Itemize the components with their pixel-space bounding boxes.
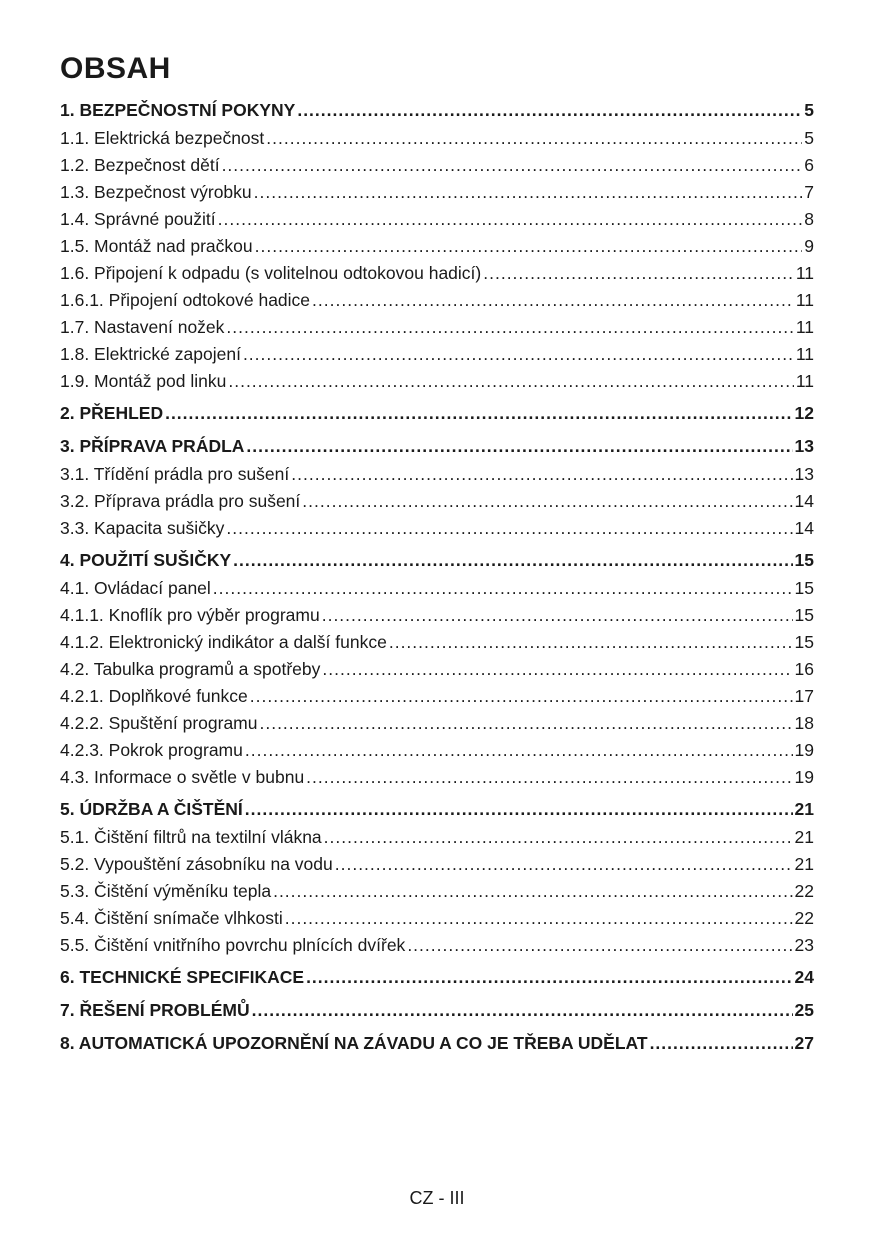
toc-dot-leader	[297, 100, 802, 121]
toc-entry-page-number: 24	[794, 967, 814, 987]
toc-entry-page-number: 19	[794, 740, 814, 760]
toc-entry-page-number: 5	[804, 128, 814, 148]
toc-entry-label: 1.2. Bezpečnost dětí	[60, 155, 220, 175]
toc-entry-page-number: 6	[804, 155, 814, 175]
toc-entry-page-number: 9	[804, 236, 814, 256]
toc-entry-page-number: 11	[795, 344, 814, 364]
toc-entry-page-number: 22	[794, 908, 814, 928]
toc-dot-leader	[322, 659, 792, 680]
toc-entry-label: 4.2. Tabulka programů a spotřeby	[60, 659, 321, 679]
toc-entry-label: 1.9. Montáž pod linku	[60, 371, 227, 391]
toc-entry-label: 4.2.3. Pokrok programu	[60, 740, 243, 760]
toc-entry-page-number: 12	[794, 403, 814, 423]
toc-entry-label: 3.3. Kapacita sušičky	[60, 518, 225, 538]
toc-entry-label: 7. ŘEŠENÍ PROBLÉMŮ	[60, 1000, 250, 1020]
toc-entry-label: 4.2.2. Spuštění programu	[60, 713, 258, 733]
toc-entry-page-number: 15	[794, 632, 814, 652]
toc-dot-leader	[245, 740, 793, 761]
toc-entry-label: 3.2. Příprava prádla pro sušení	[60, 491, 301, 511]
toc-entry-page-number: 15	[794, 550, 814, 570]
toc-entry-label: 1. BEZPEČNOSTNÍ POKYNY	[60, 100, 296, 120]
toc-entry-label: 4.3. Informace o světle v bubnu	[60, 767, 305, 787]
toc-entry-page-number: 7	[804, 182, 814, 202]
toc-entry-label: 6. TECHNICKÉ SPECIFIKACE	[60, 967, 305, 987]
toc-section-entry[interactable]	[60, 436, 814, 464]
toc-section-entry[interactable]	[60, 1033, 814, 1061]
toc-dot-leader	[335, 854, 793, 875]
toc-entry[interactable]	[60, 632, 814, 659]
table-of-contents	[60, 100, 814, 1061]
toc-entry-page-number: 21	[794, 827, 814, 847]
page-title: OBSAH	[60, 52, 171, 85]
toc-dot-leader	[483, 263, 794, 284]
toc-dot-leader	[266, 128, 802, 149]
toc-dot-leader	[228, 371, 793, 392]
toc-entry[interactable]	[60, 908, 814, 935]
toc-entry-label: 1.7. Nastavení nožek	[60, 317, 225, 337]
toc-entry-label: 5.5. Čištění vnitřního povrchu plnících dvířek	[60, 935, 406, 955]
toc-dot-leader	[306, 767, 792, 788]
toc-entry-page-number: 13	[794, 464, 814, 484]
toc-entry-label: 4. POUŽITÍ SUŠIČKY	[60, 550, 232, 570]
toc-entry-label: 8. AUTOMATICKÁ UPOZORNĚNÍ NA ZÁVADU A CO JE TŘEBA UDĚLAT	[60, 1033, 648, 1053]
toc-dot-leader	[259, 713, 792, 734]
toc-entry-page-number: 14	[794, 518, 814, 538]
toc-entry[interactable]	[60, 236, 814, 263]
toc-entry-page-number: 21	[794, 854, 814, 874]
toc-entry[interactable]	[60, 827, 814, 854]
toc-dot-leader	[407, 935, 792, 956]
toc-section-entry[interactable]	[60, 967, 814, 995]
toc-dot-leader	[218, 209, 803, 230]
page-footer: CZ - III	[409, 1188, 465, 1208]
toc-entry[interactable]	[60, 209, 814, 236]
toc-entry[interactable]	[60, 854, 814, 881]
toc-entry[interactable]	[60, 605, 814, 632]
toc-entry[interactable]	[60, 491, 814, 518]
toc-dot-leader	[246, 436, 792, 457]
toc-entry-label: 1.6. Připojení k odpadu (s volitelnou odtokovou hadicí)	[60, 263, 482, 283]
toc-dot-leader	[291, 464, 792, 485]
toc-dot-leader	[324, 827, 793, 848]
toc-entry-page-number: 13	[794, 436, 814, 456]
toc-entry-label: 3.1. Třídění prádla pro sušení	[60, 464, 290, 484]
toc-entry-page-number: 11	[795, 290, 814, 310]
toc-entry[interactable]	[60, 344, 814, 371]
toc-entry[interactable]	[60, 464, 814, 491]
toc-entry-page-number: 15	[794, 605, 814, 625]
toc-entry-label: 4.1. Ovládací panel	[60, 578, 211, 598]
toc-entry-page-number: 21	[794, 799, 814, 819]
toc-entry-label: 5. ÚDRŽBA A ČIŠTĚNÍ	[60, 799, 243, 819]
toc-dot-leader	[222, 155, 803, 176]
toc-entry-page-number: 15	[794, 578, 814, 598]
toc-entry-label: 4.1.1. Knoflík pro výběr programu	[60, 605, 320, 625]
toc-dot-leader	[250, 686, 793, 707]
toc-entry-label: 5.4. Čištění snímače vlhkosti	[60, 908, 283, 928]
toc-entry-label: 5.3. Čištění výměníku tepla	[60, 881, 272, 901]
toc-entry-label: 1.1. Elektrická bezpečnost	[60, 128, 265, 148]
toc-entry[interactable]	[60, 686, 814, 713]
toc-entry[interactable]	[60, 713, 814, 740]
toc-entry-page-number: 5	[804, 100, 814, 120]
toc-dot-leader	[302, 491, 792, 512]
toc-entry-label: 4.2.1. Doplňkové funkce	[60, 686, 248, 706]
toc-entry[interactable]	[60, 317, 814, 344]
toc-entry-label: 3. PŘÍPRAVA PRÁDLA	[60, 436, 245, 456]
toc-section-entry[interactable]	[60, 550, 814, 578]
toc-dot-leader	[165, 403, 792, 424]
toc-entry[interactable]	[60, 128, 814, 155]
toc-entry[interactable]	[60, 155, 814, 182]
toc-entry-page-number: 11	[795, 317, 814, 337]
toc-dot-leader	[226, 317, 793, 338]
toc-dot-leader	[226, 518, 792, 539]
toc-entry-label: 1.5. Montáž nad pračkou	[60, 236, 253, 256]
toc-entry[interactable]	[60, 767, 814, 794]
toc-entry[interactable]	[60, 578, 814, 605]
toc-entry-page-number: 17	[794, 686, 814, 706]
toc-entry-page-number: 11	[795, 263, 814, 283]
toc-entry-label: 1.3. Bezpečnost výrobku	[60, 182, 252, 202]
toc-entry-label: 4.1.2. Elektronický indikátor a další funkce	[60, 632, 387, 652]
toc-entry[interactable]	[60, 371, 814, 398]
toc-entry-page-number: 16	[794, 659, 814, 679]
toc-entry-page-number: 27	[794, 1033, 814, 1053]
toc-dot-leader	[213, 578, 793, 599]
toc-entry-page-number: 18	[794, 713, 814, 733]
toc-entry-label: 1.6.1. Připojení odtokové hadice	[60, 290, 311, 310]
toc-entry[interactable]	[60, 740, 814, 767]
toc-dot-leader	[650, 1033, 793, 1054]
toc-dot-leader	[243, 344, 794, 365]
toc-entry-page-number: 14	[794, 491, 814, 511]
toc-dot-leader	[252, 1000, 793, 1021]
toc-dot-leader	[306, 967, 792, 988]
toc-dot-leader	[273, 881, 792, 902]
toc-dot-leader	[255, 236, 803, 257]
toc-section-entry[interactable]	[60, 1000, 814, 1028]
toc-entry-page-number: 25	[794, 1000, 814, 1020]
toc-dot-leader	[312, 290, 794, 311]
toc-entry[interactable]	[60, 518, 814, 545]
toc-entry-label: 1.8. Elektrické zapojení	[60, 344, 241, 364]
toc-entry[interactable]	[60, 659, 814, 686]
toc-entry[interactable]	[60, 182, 814, 209]
toc-dot-leader	[285, 908, 793, 929]
toc-section-entry[interactable]	[60, 100, 814, 128]
toc-entry-page-number: 19	[794, 767, 814, 787]
toc-entry[interactable]	[60, 263, 814, 290]
toc-entry[interactable]	[60, 290, 814, 317]
toc-dot-leader	[233, 550, 792, 571]
toc-section-entry[interactable]	[60, 403, 814, 431]
toc-dot-leader	[245, 799, 793, 820]
toc-section-entry[interactable]	[60, 799, 814, 827]
toc-entry[interactable]	[60, 881, 814, 908]
toc-entry-label: 5.1. Čištění filtrů na textilní vlákna	[60, 827, 322, 847]
toc-entry-label: 2. PŘEHLED	[60, 403, 164, 423]
toc-dot-leader	[322, 605, 793, 626]
toc-entry-page-number: 22	[794, 881, 814, 901]
toc-entry-label: 1.4. Správné použití	[60, 209, 216, 229]
toc-entry[interactable]	[60, 935, 814, 962]
toc-entry-label: 5.2. Vypouštění zásobníku na vodu	[60, 854, 333, 874]
toc-dot-leader	[254, 182, 803, 203]
toc-entry-page-number: 23	[794, 935, 814, 955]
toc-entry-page-number: 11	[795, 371, 814, 391]
toc-dot-leader	[389, 632, 793, 653]
toc-entry-page-number: 8	[804, 209, 814, 229]
